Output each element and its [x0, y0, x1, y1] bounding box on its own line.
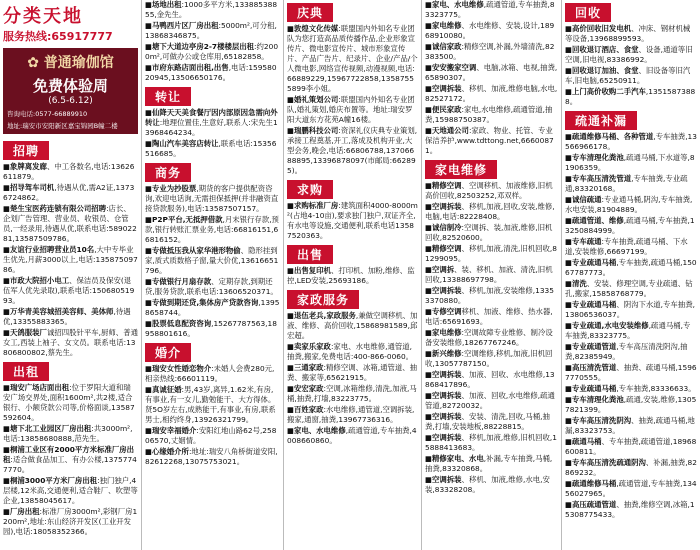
entry-text: :精修空调、冰箱,通管道、抽粪、搬家等,65621915。 [287, 363, 418, 382]
entry-text: 、中工各数名,电话:13626611879。 [3, 162, 135, 181]
classified-entry [145, 139, 280, 159]
entry-text: 、装、移机、加液、清洗,旧机回收,13388697798。 [425, 265, 553, 284]
classified-entry [3, 307, 138, 327]
entry-text: :标准厂房3000m²,彩钢厂房1200m²,地址:东山经济开发区(工业开发园),电话:18058352366。 [3, 507, 138, 536]
entry-heading: ■家电、水电维修 [287, 426, 346, 435]
classified-entry [425, 223, 558, 243]
entry-text: ,专车抽粪,83336633。 [616, 384, 696, 393]
entry-heading: ■桐浦3000平方米厂房出租 [3, 476, 98, 485]
column-2-sections [145, 0, 280, 467]
classified-entry [145, 63, 280, 83]
classified-entry [287, 266, 418, 286]
entry-text: ,月末银行存款,预款,银行转账汇票业务,电话:66816151,66816152。 [145, 215, 279, 244]
entry-text: :专业通马桶,阴沟,专车抽粪,水电安装,81904889。 [565, 195, 693, 214]
classified-entry [425, 42, 558, 62]
entry-heading: ■专业疏通马桶 [565, 300, 617, 309]
entry-heading: ■瑞安幸福婚介 [145, 426, 197, 435]
entry-heading: ■空调拆装 [425, 391, 462, 400]
entry-heading: ■高价回收旧发电机 [565, 24, 632, 33]
ad-date: (6.5-6.12) [48, 96, 93, 106]
entry-text: 、移机,加液,维修,旧机回收,15888413683。 [425, 433, 557, 452]
classified-entry [145, 426, 280, 446]
entry-heading: ■精修空调 [425, 181, 462, 190]
classified-entry [565, 416, 697, 436]
entry-heading: ■诚信疏通 [565, 195, 602, 204]
entry-heading: ■专车清理化粪池 [565, 153, 624, 162]
column-5-sections [565, 0, 697, 520]
classified-entry [565, 195, 697, 215]
entry-text: ,专车高压清洗阴沟,抽粪,82385949。 [565, 342, 688, 361]
entry-heading: ■百姓家政 [287, 405, 324, 414]
column-1 [0, 0, 142, 550]
entry-text: ,专车抽粪,专业疏通,83320168。 [565, 174, 688, 193]
brand-block [3, 0, 138, 46]
entry-heading: ■专车疏通 [565, 237, 602, 246]
classified-entry [3, 183, 138, 203]
section-header: 商务 [145, 163, 191, 182]
classified-entry [425, 370, 558, 390]
entry-text: :家电,水电维修,疏通管道,抽粪,15988750387。 [425, 105, 553, 124]
entry-heading: ■瑞鹏科技公司 [287, 126, 339, 135]
classified-entry [145, 21, 280, 41]
entry-text: ,兼做空调移机、加液、维修、高价回收,15868981589,邱宏超。 [287, 311, 418, 340]
section-header: 庆典 [287, 3, 333, 22]
entry-heading: ■疏通维修马桶 [565, 479, 617, 488]
entry-heading: ■回收退订酒店、食堂 [565, 45, 639, 54]
entry-text: 、移机,加液,清洗,旧机回收,81299095。 [425, 244, 557, 263]
classified-entry [145, 319, 280, 339]
entry-heading: ■专业疏通,水电安装维修 [565, 321, 649, 330]
entry-text: 诚招四股针平车,厨师、普通女工,西装上袖子、女文员。联系电话:13806800802,蔡先生。 [3, 328, 138, 357]
entry-text: :家电、水电维修,通管道,抽粪,搬家,免费电话:400-866-0060。 [287, 342, 414, 361]
entry-text: ,13958658744。 [145, 298, 280, 317]
yoga-logo: ✿ 普通瑜伽馆 [27, 55, 114, 71]
entry-text: :独门独户,4层楼,12米高,交通便利,适合鞋厂、吹塑等企业,13858045617。 [3, 476, 138, 505]
entry-text: ,大中专毕业生优先,月薪3000以上,电话:13587509786。 [3, 245, 138, 274]
entry-heading: ■专做银行月扇存款 [145, 277, 212, 286]
entry-heading: ■清洗 [565, 279, 587, 288]
entry-heading: ■便民家政 [425, 105, 462, 114]
classified-entry [425, 21, 558, 41]
entry-text: 、阴沟下水道,专车抽粪,13806536037。 [565, 300, 695, 319]
classified-entry [565, 174, 697, 194]
section-header: 出售 [287, 245, 333, 264]
entry-heading: ■股票低息配资咨询 [145, 319, 212, 328]
classified-entry [565, 437, 697, 457]
entry-heading: ■专业疏通马桶 [565, 258, 617, 267]
classified-entry [425, 328, 558, 348]
entry-text: ,15267787563,18958801616。 [145, 319, 277, 338]
classified-entry [565, 258, 697, 278]
classified-entry [3, 445, 138, 475]
entry-text: ,待遇优,13355883365。 [3, 307, 131, 326]
classified-entry [3, 424, 138, 444]
entry-heading: ■仙降天天美食餐厅因内部原因急需向外转让 [145, 108, 278, 127]
classified-entry [565, 479, 697, 499]
entry-heading: ■回收退订加油、食堂 [565, 66, 639, 75]
entry-heading: ■空调拆装 [425, 84, 462, 93]
entry-heading: ■空调拆装 [425, 370, 462, 379]
entry-text: 、隐形挂到家,质式质数格子窗,量大价优,13616651796。 [145, 246, 279, 275]
ad-contact: 咨询电话:0577-66889910 [7, 110, 88, 118]
entry-heading: ■专业疏通管道 [565, 342, 617, 351]
entry-heading: ■空调拆装 [425, 202, 462, 211]
entry-text: :空调维修,移机,加液,旧机回收,13057787150。 [425, 349, 553, 368]
entry-text: :安阳红地山路62号,25806570,丈姻情。 [145, 426, 277, 445]
entry-text: :约2000m²,可做办公或仓库用,65182858。 [145, 42, 279, 61]
classified-entry [287, 342, 418, 362]
ad-address: 地址:瑞安市安阳新区嘉宝锦园B幢二楼 [7, 122, 118, 130]
classified-entry [145, 298, 280, 318]
entry-text: 、移机、加液,维修,水电,安装,83328208。 [425, 475, 550, 494]
entry-text: 、定期存款,到期还贷,服务贷款,联系电话:13606520371。 [145, 277, 278, 296]
classified-entry [287, 405, 418, 425]
entry-text: :空调拆、装,加液,维修,旧机回收,82520600。 [425, 223, 553, 242]
entry-text: :精修空调,补漏,外墙清洗,82383500。 [425, 42, 555, 61]
section-header: 回收 [565, 3, 611, 22]
entry-heading: ■卖家乐家政 [287, 342, 331, 351]
classified-entry [565, 66, 697, 86]
column-3-sections [287, 0, 418, 446]
classified-entry [3, 162, 138, 182]
entry-text: 、抽粪,疏通马桶,地漏,83323753。 [565, 416, 695, 435]
entry-text: :1000多平方米,13388538855,金先生。 [145, 0, 278, 19]
classified-entry [425, 63, 558, 83]
entry-heading: ■诚信家政 [425, 42, 462, 51]
classified-entry [287, 126, 418, 176]
entry-text: :空调,冰箱维修,清洗,加液,马桶,抽粪,打墙,83223775。 [287, 384, 417, 403]
yoga-ad [3, 48, 138, 134]
entry-heading: ■空调拆装 [425, 475, 462, 484]
entry-text: 、电脑,冰箱、电视,抽粪,65890307。 [425, 63, 558, 82]
classified-entry [145, 277, 280, 297]
entry-heading: ■友谊行业招聘营业员10名 [3, 245, 95, 254]
classified-entry [287, 24, 418, 94]
classified-entry [425, 126, 558, 156]
classified-entry [145, 385, 280, 425]
classified-entry [145, 447, 280, 467]
entry-text: ,专车抽粪,13566966178。 [565, 132, 697, 151]
classified-entry [565, 363, 697, 383]
entry-text: ,疏通马桶,下水道等,81906359。 [565, 153, 695, 172]
section-header: 家电维修 [425, 160, 497, 179]
entry-heading: ■专业疏通马桶 [565, 384, 617, 393]
classified-entry [425, 244, 558, 264]
entry-heading: ■专车清理化粪池 [565, 395, 624, 404]
entry-heading: ■空调拆装 [425, 286, 462, 295]
section-header: 求购 [287, 180, 333, 199]
classified-entry [565, 342, 697, 362]
entry-text: 、专车抽粪,疏通管道,18968600811。 [565, 437, 697, 456]
entry-heading: ■专车高压清洗疏通阴沟 [565, 458, 646, 467]
entry-text: 、安装、清洗,回收,马桶,抽粪,打墙,安装地板,88228815。 [425, 412, 550, 431]
entry-text: 、空调移机、加液维修,旧机高价回收,82503252,邓双样。 [425, 181, 553, 200]
entry-heading: ■专车高压清洗阴沟 [565, 416, 632, 425]
entry-text: ,专车抽粪,疏通马桶,15067787773。 [565, 258, 697, 277]
entry-text: :水电维修,通管道,空调拆装,搬家,通窗,抽粪,13967736316。 [287, 405, 415, 424]
entry-heading: ■楚生宝医药连锁有限公司招聘 [3, 204, 107, 213]
entry-text: 、加液、回收、水电维修,13868417896。 [425, 370, 555, 389]
classified-entry [565, 24, 697, 44]
classified-entry [145, 0, 280, 20]
entry-text: 、移机,加液,安装维修,13353370880。 [425, 286, 554, 305]
entry-heading: ■专业为抄股票 [145, 184, 197, 193]
entry-heading: ■万华青美容城招美容师、美体师 [3, 307, 114, 316]
entry-text: 、移机,加液,回收,安装,维修,电脑,电话:82228408。 [425, 202, 555, 221]
entry-heading: ■家电维修 [425, 21, 462, 30]
entry-heading: ■专修空调 [425, 307, 462, 316]
section-header: 出租 [3, 362, 49, 381]
entry-heading: ■精修家电、水电 [425, 454, 484, 463]
entry-text: ,疏通管道,专车抽粪,4008660860。 [287, 426, 417, 445]
entry-heading: ■市府东路店面出租,出售 [145, 63, 229, 72]
entry-heading: ■安安搬家空调 [425, 63, 477, 72]
entry-heading: ■天鸽服装厂 [3, 328, 47, 337]
classified-entry [3, 383, 138, 423]
entry-heading: ■安宏家政 [287, 384, 324, 393]
entry-heading: ■P2P平台,无抵押借款 [145, 215, 223, 224]
entry-heading: ■求购标准厂房 [287, 201, 339, 210]
entry-heading: ■专做到期还贷,集体房产贷款咨询 [145, 298, 259, 307]
classified-entry [145, 364, 280, 384]
classified-entry [565, 500, 697, 520]
classified-entry [565, 153, 697, 173]
entry-heading: ■心缘婚介所 [145, 447, 189, 456]
service-hotline: 服务热线:65917777 [3, 30, 113, 43]
entry-text: :建筑面积4000-8000m²(占地4-10亩),要求独门独户,双证齐全,有水电等设施,交通便利,联系电话13587520363。 [287, 201, 418, 240]
entry-text: :联盟国内外知名专业团队,婚礼策划,婚庆布置等。地址:瑞安罗阳大道东方花苑A幢16楼。 [287, 95, 415, 124]
classified-entry [565, 279, 697, 299]
entry-text: 、移机、加液,维修电脑,水电,82527172。 [425, 84, 558, 103]
classified-entry [425, 349, 558, 369]
classified-entry [425, 307, 558, 327]
entry-heading: ■市政大院招小电工 [3, 276, 70, 285]
entry-heading: ■厂房出租 [3, 507, 40, 516]
classified-entry [425, 412, 558, 432]
classified-entry [145, 108, 280, 138]
classified-entry [145, 184, 280, 214]
classified-entry [145, 215, 280, 245]
classified-entry [565, 237, 697, 257]
classified-entry [425, 286, 558, 306]
classified-entry [287, 95, 418, 125]
entry-heading: ■空调拆装 [425, 412, 462, 421]
entry-heading: ■马鸭西片区厂房出租 [145, 21, 219, 30]
entry-text: ,期货的客户提供配资咨询,欢迎电话询,无需担保抵押(并非融资直接贷款服务),电话:13587507157。 [145, 184, 279, 213]
entry-heading: ■高压清洗管道 [565, 363, 617, 372]
column-2 [142, 0, 284, 550]
section-header: 婚介 [145, 343, 191, 362]
entry-text: ,疏通管道,专车抽粪,13456027965。 [565, 479, 697, 498]
classified-entry [145, 246, 280, 276]
entry-text: 、水电维修、安装,设计,18968910080。 [425, 21, 555, 40]
entry-text: 、冲床、钢材机械等设备,13968899593。 [565, 24, 691, 43]
entry-heading: ■塘下大道边亭房2-7楼楼层出租 [145, 42, 255, 51]
column-3 [284, 0, 422, 550]
entry-heading: ■桐浦工业区有2000平方米标准厂房出租 [3, 445, 135, 464]
classified-entry [565, 395, 697, 415]
entry-heading: ■空调拆装 [425, 433, 462, 442]
entry-heading: ■专车高压清洗管道 [565, 174, 632, 183]
entry-text: ,疏通马桶,专车抽粪,13250884999。 [565, 216, 695, 235]
entry-text: :店长、企划广告管理、营业员、收银员、仓管员,一经录用,待遇从优,联系电话:58902281,13587509786。 [3, 204, 137, 243]
classified-entry [565, 132, 697, 152]
entry-text: :地址:瑞安八角桥街道安阳,82612268,13075753021。 [145, 447, 278, 466]
entry-heading: ■敦煌文化传媒 [287, 24, 339, 33]
entry-heading: ■诚信制冷 [425, 223, 462, 232]
classified-entry [425, 105, 558, 125]
entry-text: 、设备,通道等旧空调,旧电视,83386992。 [565, 45, 693, 64]
entry-text: :共3000m²,电话:13858680888,范先生。 [3, 424, 133, 443]
classified-entry [565, 458, 697, 478]
entry-text: 、补漏,抽粪,82869232。 [565, 458, 697, 477]
classified-entry [425, 84, 558, 104]
classified-entry [425, 202, 558, 222]
brand-title: 分类天地 [3, 6, 83, 27]
classified-entry [565, 216, 697, 236]
entry-heading: ■瑞安女性婚恋物介 [145, 364, 212, 373]
classified-entry [145, 42, 280, 62]
entry-heading: ■疏通维修马桶、各种管道 [565, 132, 654, 141]
entry-heading: ■象牌离发廊 [3, 162, 47, 171]
classified-entry [287, 426, 418, 446]
entry-text: :资深礼仪庆典专业策划,承接工程奠基,开工,落成及机构开业,大型会务,晚会,电话:66806788,13706688895,13396878097(市邮局:662895)。 [287, 126, 418, 175]
entry-text: ,13515873888。 [565, 87, 696, 106]
classified-entry [3, 245, 138, 275]
entry-heading: ■婚礼策划公司 [287, 95, 339, 104]
section-header: 招聘 [3, 141, 49, 160]
entry-text: :联盟国内外知名专业团队为您打造高品质传播作品,企业形象宣传片、微电影宣传片、城市形象宣传片、产品广告片、纪录片、企业/产品/个人微电影,网络宣传视频,动漫视频,电话:66889229,15967722858,13587555899李小姐。 [287, 24, 418, 93]
classified-entry [565, 300, 697, 320]
entry-heading: ■塘下北工业园区厂房出租 [3, 424, 92, 433]
entry-text: :5000m²,可分租,13868346875。 [145, 21, 277, 40]
classified-entry [287, 311, 418, 341]
entry-heading: ■空调拆 [425, 265, 455, 274]
entry-heading: ■瑞安广场店面出租 [3, 383, 70, 392]
entry-heading: ■新兴维修 [425, 349, 462, 358]
entry-text: ,疏通管道,专车抽粪,83323775。 [425, 0, 555, 19]
entry-heading: ■高压疏通管道 [565, 500, 617, 509]
entry-heading: ■招导驾车司机 [3, 183, 55, 192]
entry-heading: ■专做抵压我从家华港形物偷 [145, 246, 241, 255]
section-header: 转让 [145, 87, 191, 106]
column-1-sections [3, 138, 138, 537]
classified-entry [3, 204, 138, 244]
classified-entry [425, 0, 558, 20]
ad-headline: 免费体验周 [32, 77, 108, 95]
entry-text: ,电话:15958020945,13506650176。 [145, 63, 277, 82]
entry-heading: ■退伍老兵,家政服务 [287, 311, 356, 320]
entry-text: 、抽粪,维修空调,冰箱,15308775433。 [565, 500, 695, 519]
entry-text: 、保洁员及保安(退伍军人优先录取),联系电话:15068051993。 [3, 276, 135, 305]
entry-text: ,待遇从优,需A2证,13736724862。 [3, 183, 135, 202]
column-4 [422, 0, 562, 550]
entry-heading: ■三通家政 [287, 363, 324, 372]
entry-text: :适合做食品加工、有办公楼,13757747770。 [3, 455, 137, 474]
classified-entry [565, 321, 697, 341]
column-4-sections [425, 0, 558, 495]
entry-text: 、加液、回收,水电维修,疏通管道,82720032。 [425, 391, 555, 410]
entry-heading: ■天地通公司 [425, 126, 469, 135]
classified-entry [425, 181, 558, 201]
entry-text: ,疏通,安装,维修,13057821399。 [565, 395, 697, 414]
entry-text: :家政、物业、托管、专业保洁养护,www.tdttong.net,66600871。 [425, 126, 554, 155]
entry-heading: ■疏通马桶 [565, 437, 602, 446]
entry-heading: ■出售复印机 [287, 266, 331, 275]
entry-text: 、打印机、加粉,维修、监控,LED安装,25693186。 [287, 266, 415, 285]
entry-heading: ■精修空调 [425, 244, 462, 253]
classified-entry [425, 475, 558, 495]
entry-text: ,联系电话:15356516685。 [145, 139, 277, 158]
classified-entry [287, 363, 418, 383]
classified-entry [425, 454, 558, 474]
section-header: 疏通补漏 [565, 111, 637, 130]
classified-entry [287, 201, 418, 241]
entry-text: :男,43岁,离异,1.62米,有房,有事业,有一女儿,勤勉能干、大方得体。贤5O岁左右,成熟能干,有事业,有房,联系男士,相约终身,13926321799。 [145, 385, 276, 424]
entry-text: 、抽粪、疏通马桶,15967770555。 [565, 363, 697, 382]
section-header: 家政服务 [287, 290, 359, 309]
classified-entry [565, 45, 697, 65]
classified-entry [3, 276, 138, 306]
entry-text: 移机、加液、维修、热水器,电话:65691693。 [425, 307, 553, 326]
classified-entry [287, 384, 418, 404]
entry-text: :地理位置佳,生意好,联系人:宋先生13968464234。 [145, 118, 278, 137]
entry-text: ,补漏,专车抽粪,马桶,抽粪,83320868。 [425, 454, 553, 473]
entry-heading: ■场地出租 [145, 0, 182, 9]
entry-text: :空调故障专业维修、制冷设备安装维修,18267767246。 [425, 328, 553, 347]
entry-heading: ■真诚征婚 [145, 385, 182, 394]
entry-heading: ■家电、水电维修 [425, 0, 484, 9]
classified-entry [3, 328, 138, 358]
entry-heading: ■上门高价收购二手汽车 [565, 87, 646, 96]
entry-heading: ■家电维修 [425, 328, 462, 337]
column-5 [562, 0, 700, 550]
entry-heading: ■陶山汽车美容店转让 [145, 139, 219, 148]
entry-text: 、旧设备等旧汽车,旧电脑,65250911。 [565, 66, 691, 85]
classified-entry [425, 391, 558, 411]
classified-entry [425, 433, 558, 453]
classified-entry [565, 87, 697, 107]
entry-text: 、安装、修理空调,专业疏通、钻孔,搬家,15858768779。 [565, 279, 693, 298]
classified-entry [3, 507, 138, 537]
classified-entry [565, 384, 697, 394]
entry-text: ,疏通马桶,专车抽粪,83323775。 [565, 321, 691, 340]
entry-text: :位于罗阳大道和瑞安广场交界处,面积1600m²,共2楼,适合银行、小额贷款公司等,价格面谈,13587592604。 [3, 383, 135, 422]
entry-text: :未婚人会费280元,相亲热线:66601119。 [145, 364, 275, 383]
classified-entry [425, 265, 558, 285]
classified-entry [3, 476, 138, 506]
entry-text: :专车抽粪,疏通马桶、下水道,安装维修,66697199。 [565, 237, 688, 256]
entry-heading: ■疏通管道、维修 [565, 216, 624, 225]
